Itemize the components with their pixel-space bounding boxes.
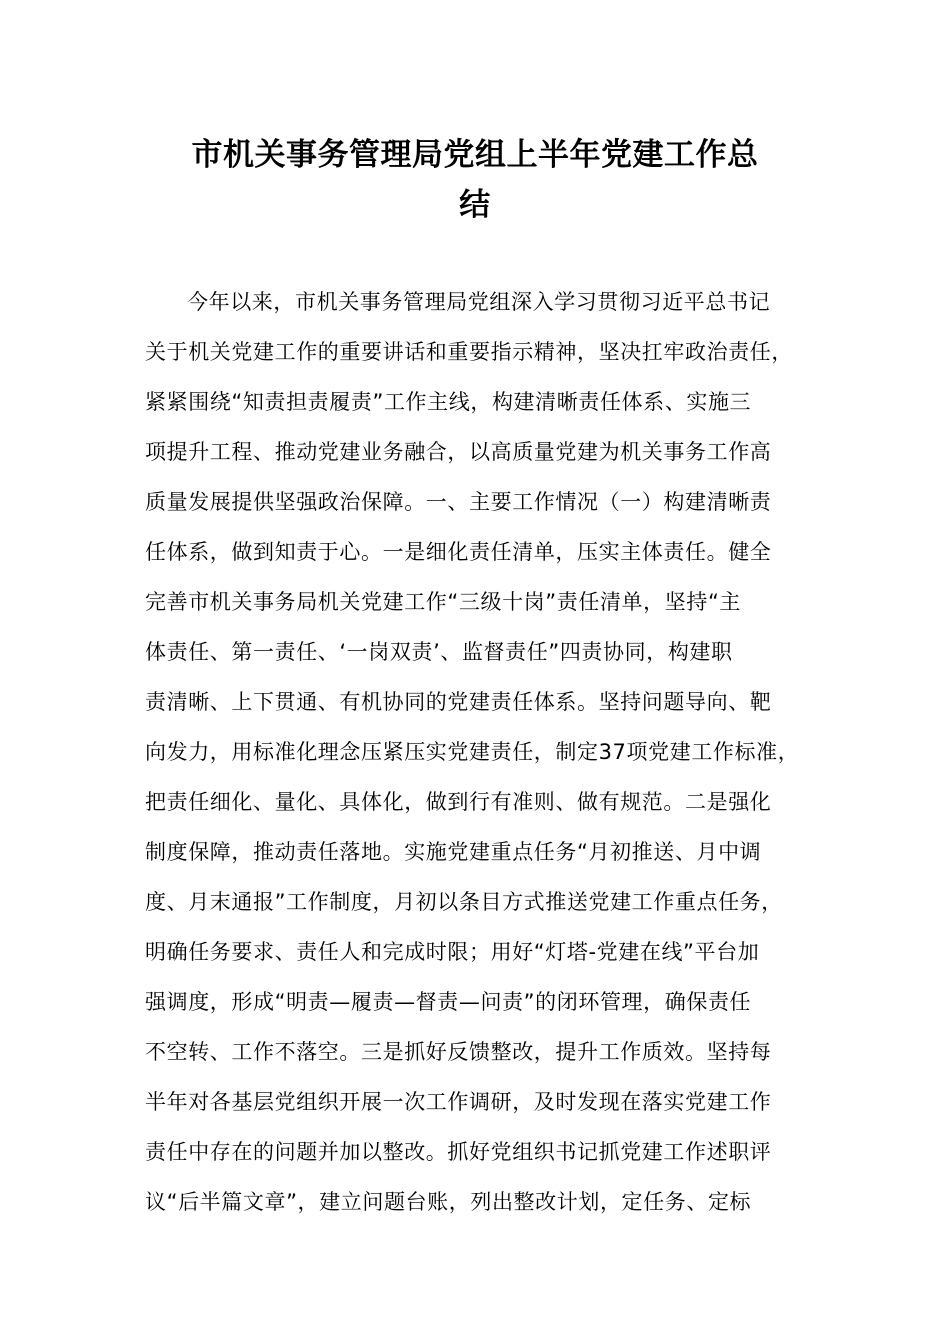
body-text-line: 体责任、第一责任、‘一岗双责’、监督责任”四责协同，构建职 (145, 640, 733, 664)
body-text-line: 质量发展提供坚强政治保障。一、主要工作情况（一）构建清晰责 (145, 490, 772, 514)
body-text-line: 强调度，形成“明责—履责—督责—问责”的闭环管理，确保责任 (145, 990, 752, 1014)
body-text-line: 半年对各基层党组织开展一次工作调研，及时发现在落实党建工作 (145, 1090, 772, 1114)
body-text-line: 完善市机关事务局机关党建工作“三级十岗”责任清单，坚持“主 (145, 590, 742, 614)
document-title-line-2: 结 (459, 187, 491, 223)
document-title-line-1: 市机关事务管理局党组上半年党建工作总 (191, 137, 759, 173)
body-text-line: 紧紧围绕“知责担责履责”工作主线，构建清晰责任体系、实施三 (145, 390, 752, 414)
body-text-line: 把责任细化、量化、具体化，做到行有准则、做有规范。二是强化 (145, 790, 772, 814)
body-text-line: 明确任务要求、责任人和完成时限；用好“灯塔-党建在线”平台加 (145, 940, 760, 964)
body-text-line: 向发力，用标准化理念压紧压实党建责任，制定37项党建工作标准， (145, 740, 800, 764)
body-text-line: 制度保障，推动责任落地。实施党建重点任务“月初推送、月中调 (145, 840, 762, 864)
body-text-line: 责任中存在的问题并加以整改。抓好党组织书记抓党建工作述职评 (145, 1140, 772, 1164)
body-text-line: 度、月末通报”工作制度，月初以条目方式推送党建工作重点任务， (145, 890, 783, 914)
body-text-line: 不空转、工作不落空。三是抓好反馈整改，提升工作质效。坚持每 (145, 1040, 772, 1064)
body-text-line: 议“后半篇文章”，建立问题台账，列出整改计划，定任务、定标 (145, 1190, 752, 1214)
body-text-line: 项提升工程、推动党建业务融合，以高质量党建为机关事务工作高 (145, 440, 772, 464)
body-text-line: 责清晰、上下贯通、有机协同的党建责任体系。坚持问题导向、靶 (145, 690, 772, 714)
body-text-line: 关于机关党建工作的重要讲话和重要指示精神，坚决扛牢政治责任， (145, 340, 793, 364)
body-text-line: 今年以来，市机关事务管理局党组深入学习贯彻习近平总书记 (187, 290, 771, 314)
body-text-line: 任体系，做到知责于心。一是细化责任清单，压实主体责任。健全 (145, 540, 772, 564)
